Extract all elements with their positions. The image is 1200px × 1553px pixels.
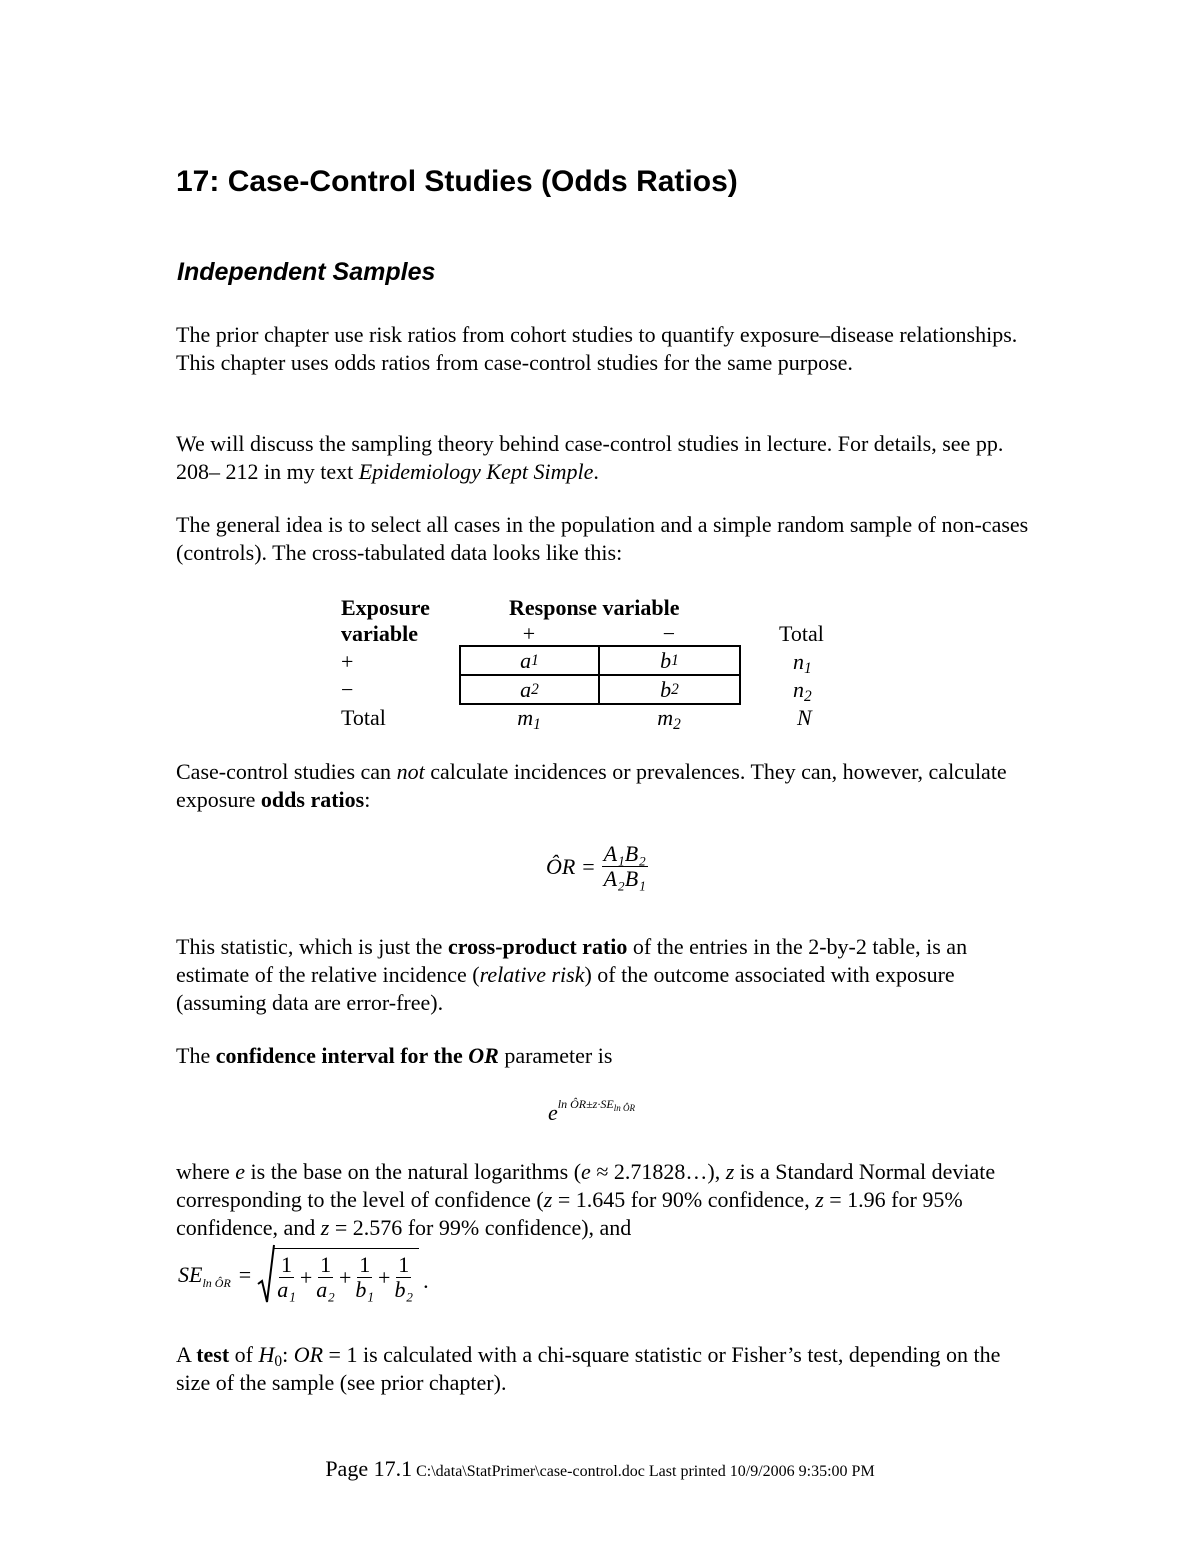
ci-text-a: The [176,1043,216,1068]
paragraph-general-idea [176,511,1036,567]
sampling-end: . [593,459,599,484]
total-m2: $m_2$ [657,705,681,733]
where-text-e: = 1.645 for 90% confidence, [552,1187,816,1212]
row-header-minus: − [341,677,354,702]
paragraph-odds-ratio [176,758,1036,814]
paragraph-where [176,1158,1036,1242]
page-title: 17: Case-Control Studies (Odds Ratios) [176,165,738,198]
symbol-z-4: z [320,1215,330,1240]
se-term-b1: b₁ [355,1277,375,1302]
cell-b1: b 1 [598,645,741,676]
where-text-b: is the base on the natural logarithms ( [245,1159,582,1184]
total-n1: $n_1$ [793,649,812,677]
paragraph-confidence-interval [176,1042,1036,1070]
emphasis-not: not [396,759,425,784]
page-footer [0,1456,1200,1482]
col-header-minus: − [662,621,676,646]
test-text-a: A [176,1342,197,1367]
where-text-f: = 1.96 for 95% confidence, and [176,1187,963,1240]
paragraph-intro [176,321,1036,377]
or-text-b: calculate incidences or prevalences. They can, however, calculate exposure [176,759,1007,812]
or-formula-numerator: A₁B₂ [603,841,646,866]
file-path: C:\data\StatPrimer\case-control.doc Last printed 10/9/2006 9:35:00 PM [412,1463,875,1480]
se-formula-radicand: $\frac{1}{\text{a₁}}$ + $\frac{1}{\text{a₂}}$ + $\frac{1}{\text{b₁}}$ + $\frac{1}{\text{b₂}}$ [273,1248,419,1302]
symbol-h: H [258,1342,275,1367]
se-term-a1: a₁ [277,1277,296,1302]
col-header-total: Total [779,621,824,646]
term-or: OR [468,1043,499,1068]
cp-text-a: This statistic, which is just the [176,934,448,959]
se-formula-lhs: SE [178,1262,203,1287]
row-header-total: Total [341,705,386,730]
exposure-header-line1: Exposure [341,595,430,620]
or-formula-fraction [602,842,648,891]
page-number: Page 17.1 [325,1456,413,1481]
odds-ratio-formula [546,842,648,891]
exposure-header-line2: variable [341,621,418,646]
symbol-e: e [235,1159,246,1184]
test-text-d: = 1 is calculated with a chi-square statistic or Fisher’s test, depending on the size of the sample (see prior chapter). [176,1342,1001,1395]
se-formula-period: . [423,1268,429,1293]
or-text-a: Case-control studies can [176,759,397,784]
term-odds-ratios: odds ratios [260,787,365,812]
test-text-c: : [282,1342,294,1367]
paragraph-intro-text: The prior chapter use risk ratios from cohort studies to quantify exposure–disease relationships. This chapter uses odds ratios from case-control studies for the same purpose. [176,322,1018,375]
or-formula-lhs: ÔR = [546,853,596,879]
cell-a1: a 1 [459,645,600,676]
where-text-c: ≈ 2.71828…), [590,1159,726,1184]
where-text-g: = 2.576 for 99% confidence), and [329,1215,632,1240]
se-formula-lhs-sub: ln ÔR [202,1275,231,1290]
symbol-z: z [725,1159,735,1184]
book-title: Epidemiology Kept Simple [358,459,594,484]
ci-formula-exponent-sub: ln ÔR [613,1103,635,1113]
ci-formula-base: e [548,1100,558,1125]
row-header-plus: + [341,649,354,674]
ci-formula-exponent: ln ÔR±z·SE [557,1097,614,1111]
paragraph-test [176,1341,1036,1397]
cell-a2: a 2 [459,674,600,705]
test-text-b: of [229,1342,259,1367]
col-header-plus: + [522,621,536,646]
total-n2: $n_2$ [793,677,812,705]
symbol-e-2: e [581,1159,591,1184]
se-term-b2: b₂ [394,1277,414,1302]
ci-formula [548,1097,635,1126]
total-m1: $m_1$ [517,705,541,733]
general-idea-text: The general idea is to select all cases in the population and a simple random sample of non-cases (controls). The cross-tabulated data looks like this: [176,512,1029,565]
total-N: N [797,705,812,730]
standard-error-formula [178,1244,429,1306]
se-term-a2: a₂ [316,1277,335,1302]
ci-text-b: parameter is [498,1043,613,1068]
symbol-or: OR [293,1342,324,1367]
or-text-end: : [364,787,371,812]
response-header: Response variable [509,595,680,620]
paragraph-cross-product [176,933,1036,1017]
symbol-z-2: z [543,1187,553,1212]
section-heading: Independent Samples [177,258,436,286]
cp-text-c: ) of the outcome associated with exposure (assuming data are error-free). [176,962,955,1015]
cp-text-b: of the entries in the 2-by-2 table, is an estimate of the relative incidence ( [176,934,968,987]
where-text-a: where [176,1159,236,1184]
symbol-h-sub: 0 [274,1353,283,1370]
term-test: test [196,1342,230,1367]
term-cross-product-ratio: cross-product ratio [447,934,628,959]
symbol-z-3: z [815,1187,824,1212]
sampling-text: We will discuss the sampling theory behind case-control studies in lecture. For details, see pp. 208– 212 in my text [176,431,1004,484]
se-formula-equals: = [238,1262,252,1287]
paragraph-sampling [176,430,1036,486]
term-confidence-interval: confidence interval for the [215,1043,469,1068]
cell-b2: b 2 [598,674,741,705]
term-relative-risk: relative risk [479,962,585,987]
where-text-d: is a Standard Normal deviate corresponding to the level of confidence ( [176,1159,996,1212]
or-formula-denominator: A₂B₁ [603,866,646,891]
